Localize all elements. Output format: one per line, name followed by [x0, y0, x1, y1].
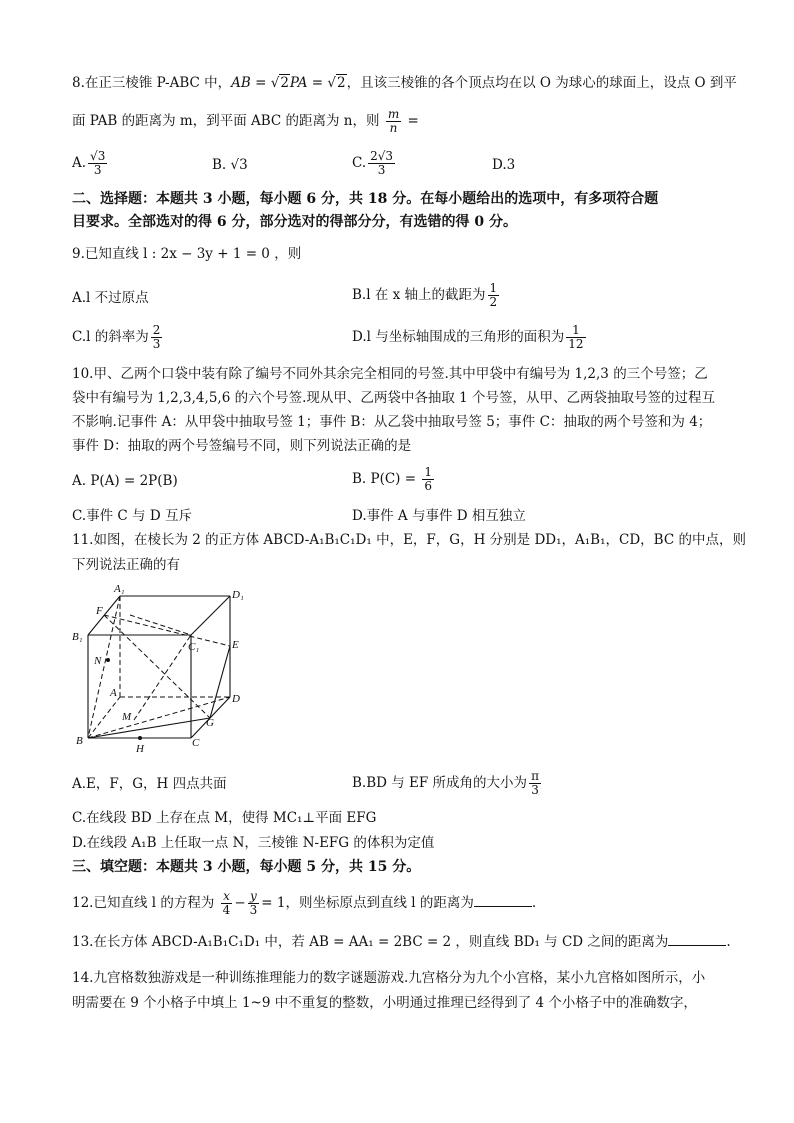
- q8-option-c: C. $\frac{2√3}{3}$: [352, 149, 394, 177]
- q11-option-a: A.E，F，G，H 四点共面: [72, 776, 227, 792]
- q9-stem: 9.已知直线 l : 2x − 3y + 1 = 0 ，则: [72, 246, 302, 262]
- q11-option-b: B.BD 与 EF 所成角的大小为 $\frac{\pi}{3}$: [352, 769, 539, 797]
- q11-stem-line2: 下列说法正确的有: [72, 557, 180, 573]
- q9-option-d: D.l 与坐标轴围成的三角形的面积为 $\frac{1}{12}$: [352, 323, 584, 351]
- q10-stem-line2: 袋中有编号为 1,2,3,4,5,6 的六个号签.现从甲、乙两袋中各抽取 1 个号签，从甲、乙两袋抽取号签的过程互: [72, 390, 716, 406]
- q10-stem-line4: 事件 D：抽取的两个号签编号不同，则下列说法正确的是: [72, 438, 412, 454]
- label-e: E: [232, 639, 239, 651]
- label-b1: B₁: [72, 631, 83, 643]
- seg-b-g: [88, 718, 210, 738]
- q13-stem: 13.在长方体 ABCD-A₁B₁C₁D₁ 中，若 AB = AA₁ = 2BC = 2 ，则直线 BD₁ 与 CD 之间的距离为 .: [72, 934, 731, 950]
- q9-option-a: A.l 不过原点: [72, 290, 149, 306]
- point-n: [106, 658, 110, 662]
- label-c: C: [192, 737, 200, 749]
- cube-figure: [70, 582, 246, 754]
- section2-heading-line1: 二、选择题：本题共 3 小题，每小题 6 分，共 18 分。在每小题给出的选项中，有多项符合题: [72, 191, 659, 207]
- q12-stem: 12.已知直线 l 的方程为 $\frac{x}{4}$ − $\frac{y}{3}$ = 1，则坐标原点到直线 l 的距离为 .: [72, 889, 537, 917]
- label-a: A: [110, 687, 117, 699]
- q14-stem-line1: 14.九宫格数独游戏是一种训练推理能力的数字谜题游戏.九宫格分为九个小宫格，某小九宫格如图所示，小: [72, 970, 706, 986]
- q11-option-d: D.在线段 A₁B 上任取一点 N，三棱锥 N-EFG 的体积为定值: [72, 835, 435, 851]
- label-f: F: [96, 605, 103, 617]
- point-h: [138, 736, 142, 740]
- label-b: B: [76, 735, 83, 747]
- section3-heading: 三、填空题：本题共 3 小题，每小题 5 分，共 15 分。: [72, 859, 421, 875]
- label-d: D: [232, 693, 240, 705]
- q8-fraction: $\frac{m}{n}$: [387, 107, 400, 135]
- q8-stem-line2: 面 PAB 的距离为 m，到平面 ABC 的距离为 n，则 $\frac{m}{n}$ =: [72, 107, 419, 135]
- seg-to-c1: [130, 615, 191, 635]
- q11-option-c: C.在线段 BD 上存在点 M，使得 MC₁⊥平面 EFG: [72, 810, 377, 826]
- q11-stem-line1: 11.如图，在棱长为 2 的正方体 ABCD-A₁B₁C₁D₁ 中，E，F，G，H 分别是 DD₁，A₁B₁，CD，BC 的中点，则: [72, 532, 746, 548]
- q9-option-b: B.l 在 x 轴上的截距为 $\frac{1}{2}$: [352, 281, 498, 309]
- label-c1: C₁: [188, 641, 200, 653]
- label-m: M: [122, 711, 132, 723]
- q10-option-d: D.事件 A 与事件 D 相互独立: [352, 508, 526, 524]
- q9-option-c: C.l 的斜率为 $\frac{2}{3}$: [72, 323, 161, 351]
- seg-f-e: [104, 615, 230, 646]
- q10-option-b: B. P(C) = $\frac{1}{6}$: [352, 465, 432, 493]
- q12-answer-blank[interactable]: [474, 894, 532, 907]
- q10-option-a: A. P(A) = 2P(B): [72, 473, 178, 489]
- q8-option-b: B. √3: [212, 157, 248, 173]
- seg-m-c1: [134, 635, 191, 720]
- q10-option-c: C.事件 C 与 D 互斥: [72, 508, 192, 524]
- label-a1: A₁: [114, 583, 125, 595]
- q13-answer-blank[interactable]: [668, 933, 726, 946]
- label-h: H: [136, 743, 144, 754]
- section2-heading-line2: 目要求。全部选对的得 6 分，部分选对的得部分分，有选错的得 0 分。: [72, 214, 517, 230]
- q10-stem-line1: 10.甲、乙两个口袋中装有除了编号不同外其余完全相同的号签.其中甲袋中有编号为 1,2,3 的三个号签；乙: [72, 366, 708, 382]
- q10-stem-line3: 不影响.记事件 A：从甲袋中抽取号签 1；事件 B：从乙袋中抽取号签 5；事件 C：抽取的两个号签和为 4；: [72, 414, 712, 430]
- label-d1: D₁: [232, 589, 244, 601]
- q8-stem-line1: 8.在正三棱锥 P-ABC 中，AB = √2PA = √2，且该三棱锥的各个顶点均在以 O 为球心的球面上，设点 O 到平: [72, 75, 737, 91]
- q14-stem-line2: 明需要在 9 个小格子中填上 1~9 中不重复的整数，小明通过推理已经得到了 4 个小格子中的准确数字，: [72, 995, 697, 1011]
- q8-option-a: A. $\frac{√3}{3}$: [72, 149, 106, 177]
- q8-option-d: D.3: [492, 157, 516, 173]
- label-g: G: [206, 717, 214, 729]
- edge-d1-c1: [191, 596, 230, 635]
- label-n: N: [94, 655, 102, 667]
